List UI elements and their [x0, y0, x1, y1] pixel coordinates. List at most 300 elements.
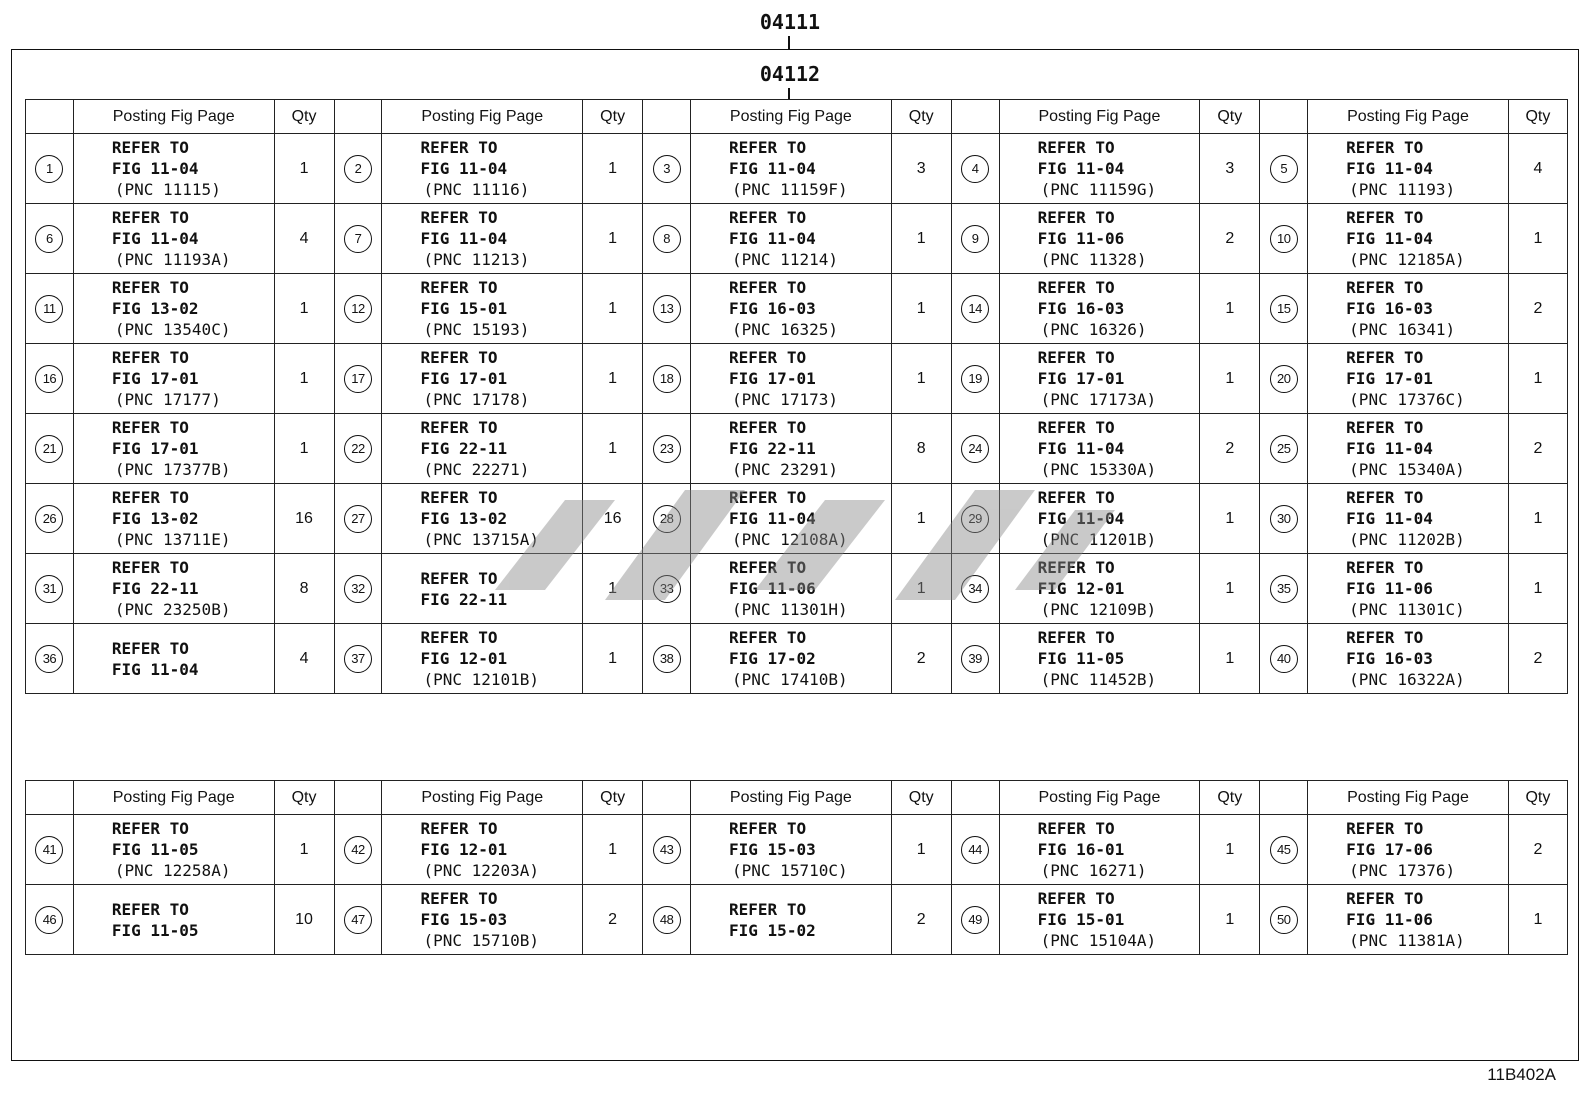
leader-line-main	[788, 36, 790, 50]
fig-reference: FIG 15-03	[729, 840, 816, 859]
item-number: 47	[344, 906, 372, 934]
pnc-reference: (PNC 15340A)	[1349, 460, 1465, 479]
refer-to-text: REFER TO	[729, 488, 807, 507]
fig-reference: FIG 16-03	[1037, 299, 1125, 318]
fig-reference: FIG 11-04	[1346, 509, 1433, 528]
refer-to-text: REFER TO	[420, 889, 498, 908]
item-number-cell	[334, 344, 382, 414]
item-number: 21	[35, 435, 63, 463]
header-posting-fig-page: Posting Fig Page	[1308, 781, 1509, 815]
refer-to-text: REFER TO	[420, 628, 498, 647]
pnc-reference: (PNC 16271)	[1040, 861, 1147, 880]
drawing-id-caption: 11B402A	[1487, 1065, 1556, 1084]
item-number-cell	[951, 274, 999, 344]
header-posting-fig-page: Posting Fig Page	[382, 781, 583, 815]
item-number-cell	[26, 885, 74, 955]
refer-to-text: REFER TO	[420, 819, 498, 838]
fig-reference: FIG 12-01	[420, 649, 508, 668]
refer-to-text: REFER TO	[1037, 278, 1115, 297]
qty-cell: 16	[274, 484, 334, 554]
item-number: 4	[961, 155, 989, 183]
refer-to-text: REFER TO	[111, 138, 189, 157]
fig-reference: FIG 11-06	[729, 579, 816, 598]
qty-cell: 1	[1200, 815, 1260, 885]
pnc-reference: (PNC 11202B)	[1349, 530, 1465, 549]
posting-fig-cell	[73, 815, 274, 885]
qty-cell: 10	[274, 885, 334, 955]
pnc-reference: (PNC 12203A)	[423, 861, 540, 880]
refer-to-text: REFER TO	[729, 348, 807, 367]
header-blank	[951, 100, 999, 134]
pnc-reference: (PNC 17173)	[732, 390, 838, 409]
qty-cell: 1	[1200, 624, 1260, 694]
item-number: 14	[961, 295, 989, 323]
qty-cell: 1	[274, 134, 334, 204]
refer-to-text: REFER TO	[1346, 488, 1424, 507]
posting-fig-cell	[999, 885, 1200, 955]
item-number-cell	[1260, 274, 1308, 344]
posting-fig-cell	[382, 624, 583, 694]
posting-fig-cell	[73, 204, 274, 274]
pnc-reference: (PNC 17410B)	[732, 670, 848, 689]
item-number: 45	[1270, 836, 1298, 864]
fig-reference: FIG 16-01	[1037, 840, 1125, 859]
posting-fig-cell	[999, 414, 1200, 484]
fig-reference: FIG 11-05	[111, 920, 199, 940]
refer-to-text: REFER TO	[1037, 558, 1115, 577]
refer-to-text: REFER TO	[111, 278, 189, 297]
item-number: 7	[344, 225, 372, 253]
posting-fig-cell	[691, 484, 892, 554]
qty-cell: 3	[891, 134, 951, 204]
item-number: 6	[35, 225, 63, 253]
pnc-reference: (PNC 11301H)	[732, 600, 848, 619]
fig-reference: FIG 11-04	[1037, 159, 1125, 178]
posting-fig-cell	[691, 554, 892, 624]
header-qty: Qty	[583, 100, 643, 134]
fig-reference: FIG 17-01	[1037, 369, 1125, 388]
item-number-cell	[1260, 624, 1308, 694]
refer-to-text: REFER TO	[729, 558, 807, 577]
item-number-cell	[1260, 554, 1308, 624]
item-number-cell	[334, 815, 382, 885]
fig-reference: FIG 17-06	[1346, 840, 1433, 859]
pnc-reference: (PNC 15710B)	[423, 931, 540, 950]
header-posting-fig-page: Posting Fig Page	[691, 100, 892, 134]
qty-cell: 1	[1508, 484, 1567, 554]
posting-fig-cell	[691, 624, 892, 694]
item-number-cell	[1260, 344, 1308, 414]
item-number: 2	[344, 155, 372, 183]
item-number: 18	[653, 365, 681, 393]
parts-reference-table-2	[25, 780, 1568, 955]
item-number: 35	[1270, 575, 1298, 603]
qty-cell: 4	[274, 624, 334, 694]
table-row	[26, 885, 1568, 955]
item-number: 15	[1270, 295, 1298, 323]
header-posting-fig-page: Posting Fig Page	[73, 781, 274, 815]
qty-cell: 1	[583, 624, 643, 694]
header-qty: Qty	[1508, 781, 1567, 815]
item-number: 12	[344, 295, 372, 323]
refer-to-text: REFER TO	[111, 208, 189, 227]
posting-fig-cell	[691, 815, 892, 885]
qty-cell: 1	[274, 414, 334, 484]
fig-reference: FIG 11-04	[1346, 439, 1433, 458]
pnc-reference: (PNC 16341)	[1349, 320, 1456, 339]
fig-reference: FIG 11-04	[111, 659, 199, 679]
qty-cell: 1	[891, 274, 951, 344]
header-blank	[1260, 100, 1308, 134]
header-qty: Qty	[1200, 781, 1260, 815]
table-row	[26, 484, 1568, 554]
pnc-reference: (PNC 12185A)	[1349, 250, 1465, 269]
item-number: 17	[344, 365, 372, 393]
fig-reference: FIG 15-01	[1037, 910, 1125, 929]
refer-to-text: REFER TO	[420, 138, 498, 157]
qty-cell: 1	[583, 274, 643, 344]
item-number: 1	[35, 155, 63, 183]
refer-to-text: REFER TO	[111, 899, 189, 919]
refer-to-text: REFER TO	[420, 488, 498, 507]
posting-fig-cell	[1308, 554, 1509, 624]
refer-to-text: REFER TO	[420, 568, 498, 588]
refer-to-text: REFER TO	[1037, 488, 1115, 507]
header-blank	[26, 781, 74, 815]
item-number-cell	[643, 274, 691, 344]
fig-reference: FIG 12-01	[1037, 579, 1125, 598]
refer-to-text: REFER TO	[1346, 208, 1424, 227]
table-row	[26, 554, 1568, 624]
qty-cell: 1	[891, 204, 951, 274]
header-blank	[1260, 781, 1308, 815]
posting-fig-cell	[1308, 624, 1509, 694]
pnc-reference: (PNC 11159F)	[732, 180, 848, 199]
pnc-reference: (PNC 11381A)	[1349, 931, 1465, 950]
item-number-cell	[26, 484, 74, 554]
qty-cell: 1	[274, 344, 334, 414]
table-row	[26, 624, 1568, 694]
item-number-cell	[951, 554, 999, 624]
qty-cell: 1	[274, 274, 334, 344]
header-qty: Qty	[274, 100, 334, 134]
posting-fig-cell	[73, 344, 274, 414]
qty-cell: 2	[1508, 815, 1567, 885]
posting-fig-cell	[382, 885, 583, 955]
item-number-cell	[951, 815, 999, 885]
pnc-reference: (PNC 11201B)	[1040, 530, 1157, 549]
posting-fig-cell	[999, 134, 1200, 204]
fig-reference: FIG 11-04	[420, 229, 508, 248]
refer-to-text: REFER TO	[1346, 889, 1424, 908]
fig-reference: FIG 11-06	[1346, 910, 1433, 929]
header-posting-fig-page: Posting Fig Page	[691, 781, 892, 815]
item-number: 41	[35, 836, 63, 864]
refer-to-text: REFER TO	[729, 138, 807, 157]
item-number: 27	[344, 505, 372, 533]
refer-to-text: REFER TO	[420, 418, 498, 437]
pnc-reference: (PNC 17178)	[423, 390, 530, 409]
item-number-cell	[334, 204, 382, 274]
qty-cell: 1	[274, 815, 334, 885]
fig-reference: FIG 13-02	[420, 509, 508, 528]
pnc-reference: (PNC 12108A)	[732, 530, 848, 549]
posting-fig-cell	[73, 624, 274, 694]
posting-fig-cell	[73, 885, 274, 955]
refer-to-text: REFER TO	[729, 899, 807, 919]
fig-reference: FIG 11-05	[111, 840, 199, 859]
item-number: 24	[961, 435, 989, 463]
header-posting-fig-page: Posting Fig Page	[73, 100, 274, 134]
refer-to-text: REFER TO	[420, 208, 498, 227]
pnc-reference: (PNC 15193)	[423, 320, 530, 339]
item-number-cell	[643, 134, 691, 204]
item-number-cell	[1260, 885, 1308, 955]
qty-cell: 2	[583, 885, 643, 955]
refer-to-text: REFER TO	[1346, 418, 1424, 437]
qty-cell: 1	[1200, 885, 1260, 955]
pnc-reference: (PNC 17376C)	[1349, 390, 1465, 409]
refer-to-text: REFER TO	[111, 638, 189, 658]
item-number-cell	[334, 624, 382, 694]
pnc-reference: (PNC 11193)	[1349, 180, 1456, 199]
refer-to-text: REFER TO	[420, 278, 498, 297]
header-qty: Qty	[891, 781, 951, 815]
fig-reference: FIG 11-04	[729, 159, 816, 178]
item-number: 19	[961, 365, 989, 393]
qty-cell: 1	[1200, 484, 1260, 554]
refer-to-text: REFER TO	[729, 628, 807, 647]
pnc-reference: (PNC 11116)	[423, 180, 530, 199]
item-number: 37	[344, 645, 372, 673]
header-blank	[951, 781, 999, 815]
qty-cell: 1	[583, 414, 643, 484]
fig-reference: FIG 15-01	[420, 299, 508, 318]
posting-fig-cell	[382, 204, 583, 274]
pnc-reference: (PNC 11159G)	[1040, 180, 1157, 199]
fig-reference: FIG 17-01	[729, 369, 816, 388]
item-number: 30	[1270, 505, 1298, 533]
fig-reference: FIG 17-01	[1346, 369, 1433, 388]
pnc-reference: (PNC 17173A)	[1040, 390, 1157, 409]
parts-reference-table-1	[25, 99, 1568, 694]
fig-reference: FIG 11-04	[1346, 229, 1433, 248]
pnc-reference: (PNC 22271)	[423, 460, 530, 479]
refer-to-text: REFER TO	[1346, 138, 1424, 157]
posting-fig-cell	[691, 274, 892, 344]
item-number-cell	[951, 204, 999, 274]
refer-to-text: REFER TO	[1037, 418, 1115, 437]
item-number: 50	[1270, 906, 1298, 934]
header-blank	[643, 781, 691, 815]
posting-fig-cell	[73, 414, 274, 484]
item-number: 25	[1270, 435, 1298, 463]
refer-to-text: REFER TO	[729, 819, 807, 838]
item-number-cell	[1260, 204, 1308, 274]
pnc-reference: (PNC 15710C)	[732, 861, 848, 880]
posting-fig-cell	[1308, 344, 1509, 414]
qty-cell: 1	[583, 554, 643, 624]
item-number-cell	[643, 344, 691, 414]
item-number: 11	[35, 295, 63, 323]
qty-cell: 1	[891, 484, 951, 554]
item-number: 5	[1270, 155, 1298, 183]
fig-reference: FIG 11-04	[1037, 509, 1125, 528]
posting-fig-cell	[73, 134, 274, 204]
fig-reference: FIG 11-04	[1037, 439, 1125, 458]
header-qty: Qty	[891, 100, 951, 134]
item-number-cell	[643, 484, 691, 554]
pnc-reference: (PNC 15330A)	[1040, 460, 1157, 479]
qty-cell: 1	[583, 344, 643, 414]
item-number-cell	[334, 414, 382, 484]
refer-to-text: REFER TO	[111, 418, 189, 437]
pnc-reference: (PNC 12109B)	[1040, 600, 1157, 619]
table-row	[26, 134, 1568, 204]
pnc-reference: (PNC 11115)	[114, 180, 221, 199]
fig-reference: FIG 16-03	[1346, 649, 1433, 668]
refer-to-text: REFER TO	[1037, 628, 1115, 647]
fig-reference: FIG 17-01	[420, 369, 508, 388]
pnc-reference: (PNC 11301C)	[1349, 600, 1465, 619]
item-number-cell	[1260, 815, 1308, 885]
item-number: 39	[961, 645, 989, 673]
table-row	[26, 815, 1568, 885]
refer-to-text: REFER TO	[111, 558, 189, 577]
posting-fig-cell	[382, 134, 583, 204]
refer-to-text: REFER TO	[729, 418, 807, 437]
qty-cell: 1	[583, 204, 643, 274]
posting-fig-cell	[1308, 274, 1509, 344]
item-number-cell	[334, 274, 382, 344]
posting-fig-cell	[382, 554, 583, 624]
item-number-cell	[26, 414, 74, 484]
item-number-cell	[951, 134, 999, 204]
item-number-cell	[643, 204, 691, 274]
item-number: 3	[653, 155, 681, 183]
item-number: 40	[1270, 645, 1298, 673]
refer-to-text: REFER TO	[1346, 278, 1424, 297]
fig-reference: FIG 22-11	[420, 589, 508, 609]
pnc-reference: (PNC 11328)	[1040, 250, 1147, 269]
header-qty: Qty	[1508, 100, 1567, 134]
qty-cell: 8	[274, 554, 334, 624]
item-number-cell	[643, 815, 691, 885]
item-number-cell	[26, 134, 74, 204]
item-number: 20	[1270, 365, 1298, 393]
pnc-reference: (PNC 17377B)	[114, 460, 231, 479]
item-number: 48	[653, 906, 681, 934]
item-number-cell	[26, 274, 74, 344]
posting-fig-cell	[999, 204, 1200, 274]
fig-reference: FIG 22-11	[729, 439, 816, 458]
pnc-reference: (PNC 13711E)	[114, 530, 231, 549]
item-number: 42	[344, 836, 372, 864]
item-number-cell	[1260, 484, 1308, 554]
item-number: 23	[653, 435, 681, 463]
item-number: 29	[961, 505, 989, 533]
qty-cell: 1	[1200, 554, 1260, 624]
item-number: 26	[35, 505, 63, 533]
pnc-reference: (PNC 16325)	[732, 320, 838, 339]
item-number-cell	[334, 885, 382, 955]
item-number: 44	[961, 836, 989, 864]
qty-cell: 1	[1200, 344, 1260, 414]
qty-cell: 4	[1508, 134, 1567, 204]
header-qty: Qty	[583, 781, 643, 815]
qty-cell: 2	[1200, 204, 1260, 274]
pnc-reference: (PNC 17376)	[1349, 861, 1456, 880]
fig-reference: FIG 11-04	[729, 509, 816, 528]
header-posting-fig-page: Posting Fig Page	[999, 100, 1200, 134]
item-number-cell	[951, 344, 999, 414]
pnc-reference: (PNC 12258A)	[114, 861, 231, 880]
header-posting-fig-page: Posting Fig Page	[1308, 100, 1509, 134]
posting-fig-cell	[382, 344, 583, 414]
item-number-cell	[26, 204, 74, 274]
pnc-reference: (PNC 15104A)	[1040, 931, 1157, 950]
qty-cell: 1	[891, 344, 951, 414]
item-number-cell	[643, 554, 691, 624]
item-number: 9	[961, 225, 989, 253]
qty-cell: 2	[891, 624, 951, 694]
pnc-reference: (PNC 23250B)	[114, 600, 231, 619]
refer-to-text: REFER TO	[1346, 628, 1424, 647]
qty-cell: 1	[1508, 344, 1567, 414]
refer-to-text: REFER TO	[1037, 889, 1115, 908]
posting-fig-cell	[1308, 204, 1509, 274]
posting-fig-cell	[999, 815, 1200, 885]
posting-fig-cell	[691, 204, 892, 274]
item-number: 28	[653, 505, 681, 533]
qty-cell: 1	[1508, 554, 1567, 624]
qty-cell: 1	[891, 554, 951, 624]
pnc-reference: (PNC 16322A)	[1349, 670, 1465, 689]
pnc-reference: (PNC 16326)	[1040, 320, 1147, 339]
posting-fig-cell	[999, 484, 1200, 554]
pnc-reference: (PNC 11213)	[423, 250, 530, 269]
fig-reference: FIG 13-02	[111, 299, 199, 318]
table-row	[26, 274, 1568, 344]
qty-cell: 2	[1508, 414, 1567, 484]
posting-fig-cell	[1308, 484, 1509, 554]
refer-to-text: REFER TO	[1037, 819, 1115, 838]
pnc-reference: (PNC 12101B)	[423, 670, 540, 689]
item-number: 38	[653, 645, 681, 673]
item-number-cell	[334, 134, 382, 204]
item-number: 31	[35, 575, 63, 603]
qty-cell: 3	[1200, 134, 1260, 204]
item-number: 46	[35, 906, 63, 934]
pnc-reference: (PNC 11193A)	[114, 250, 231, 269]
qty-cell: 2	[1508, 624, 1567, 694]
qty-cell: 1	[891, 815, 951, 885]
posting-fig-cell	[691, 414, 892, 484]
fig-reference: FIG 16-03	[1346, 299, 1433, 318]
item-number-cell	[951, 414, 999, 484]
pnc-reference: (PNC 13540C)	[114, 320, 231, 339]
qty-cell: 1	[1200, 274, 1260, 344]
item-number: 32	[344, 575, 372, 603]
qty-cell: 1	[1508, 204, 1567, 274]
posting-fig-cell	[73, 554, 274, 624]
fig-reference: FIG 11-04	[111, 159, 199, 178]
fig-reference: FIG 11-04	[111, 229, 199, 248]
fig-reference: FIG 22-11	[420, 439, 508, 458]
posting-fig-cell	[382, 274, 583, 344]
posting-fig-cell	[691, 885, 892, 955]
qty-cell: 2	[1508, 274, 1567, 344]
